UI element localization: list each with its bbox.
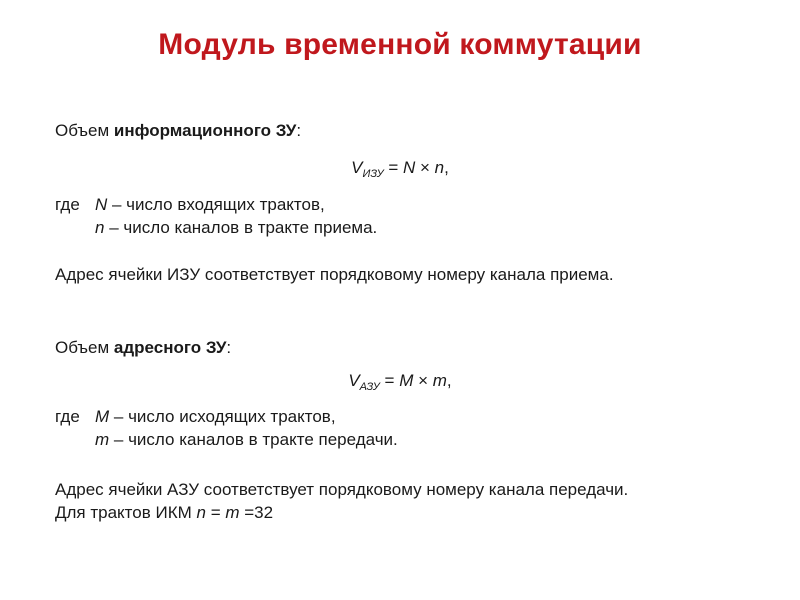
def-text: – число входящих трактов, xyxy=(107,195,325,214)
address-memory-formula xyxy=(0,370,800,398)
ikm-m: m xyxy=(225,503,240,522)
where-label: где xyxy=(55,195,80,214)
def-var: m xyxy=(95,430,110,449)
def-var: N xyxy=(95,195,108,214)
address-memory-heading xyxy=(55,337,231,359)
where-label: где xyxy=(55,407,80,426)
ikm-note xyxy=(55,502,273,524)
info-memory-def-1 xyxy=(55,194,325,216)
formula-v: V xyxy=(351,158,363,177)
info-memory-def-2 xyxy=(95,217,377,239)
info-memory-heading xyxy=(55,120,301,142)
formula-b: n xyxy=(434,158,445,177)
ikm-prefix: Для трактов ИКМ xyxy=(55,503,197,522)
address-memory-def-2 xyxy=(95,429,398,451)
def-var: n xyxy=(95,218,105,237)
formula-v: V xyxy=(348,371,360,390)
address-memory-def-1 xyxy=(55,406,336,428)
heading-prefix: Объем xyxy=(55,121,114,140)
formula-end: , xyxy=(446,371,452,390)
ikm-n: n xyxy=(196,503,206,522)
formula-end: , xyxy=(444,158,449,177)
formula-subscript: АЗУ xyxy=(359,381,380,393)
heading-suffix: : xyxy=(296,121,302,140)
ikm-eq1: = xyxy=(205,503,226,522)
formula-a: N xyxy=(403,158,416,177)
address-memory-address: Адрес ячейки АЗУ соответствует порядковому номеру канала передачи. xyxy=(55,480,629,499)
formula-subscript: ИЗУ xyxy=(362,168,384,180)
def-var: M xyxy=(95,407,110,426)
def-text: – число каналов в тракте приема. xyxy=(104,218,378,237)
heading-bold: информационного ЗУ xyxy=(113,121,297,140)
def-text: – число исходящих трактов, xyxy=(109,407,336,426)
page-title: Модуль временной коммутации xyxy=(158,28,642,61)
formula-times: × xyxy=(413,371,433,390)
formula-a: M xyxy=(399,371,414,390)
def-text: – число каналов в тракте передачи. xyxy=(109,430,398,449)
formula-b: m xyxy=(432,371,447,390)
formula-times: × xyxy=(415,158,435,177)
formula-eq: = xyxy=(383,158,404,177)
info-memory-address: Адрес ячейки ИЗУ соответствует порядковому номеру канала приема. xyxy=(55,265,614,284)
ikm-eq2: =32 xyxy=(239,503,274,522)
heading-bold: адресного ЗУ xyxy=(113,338,227,357)
formula-eq: = xyxy=(379,371,400,390)
heading-suffix: : xyxy=(226,338,232,357)
heading-prefix: Объем xyxy=(55,338,114,357)
info-memory-formula xyxy=(0,157,800,185)
